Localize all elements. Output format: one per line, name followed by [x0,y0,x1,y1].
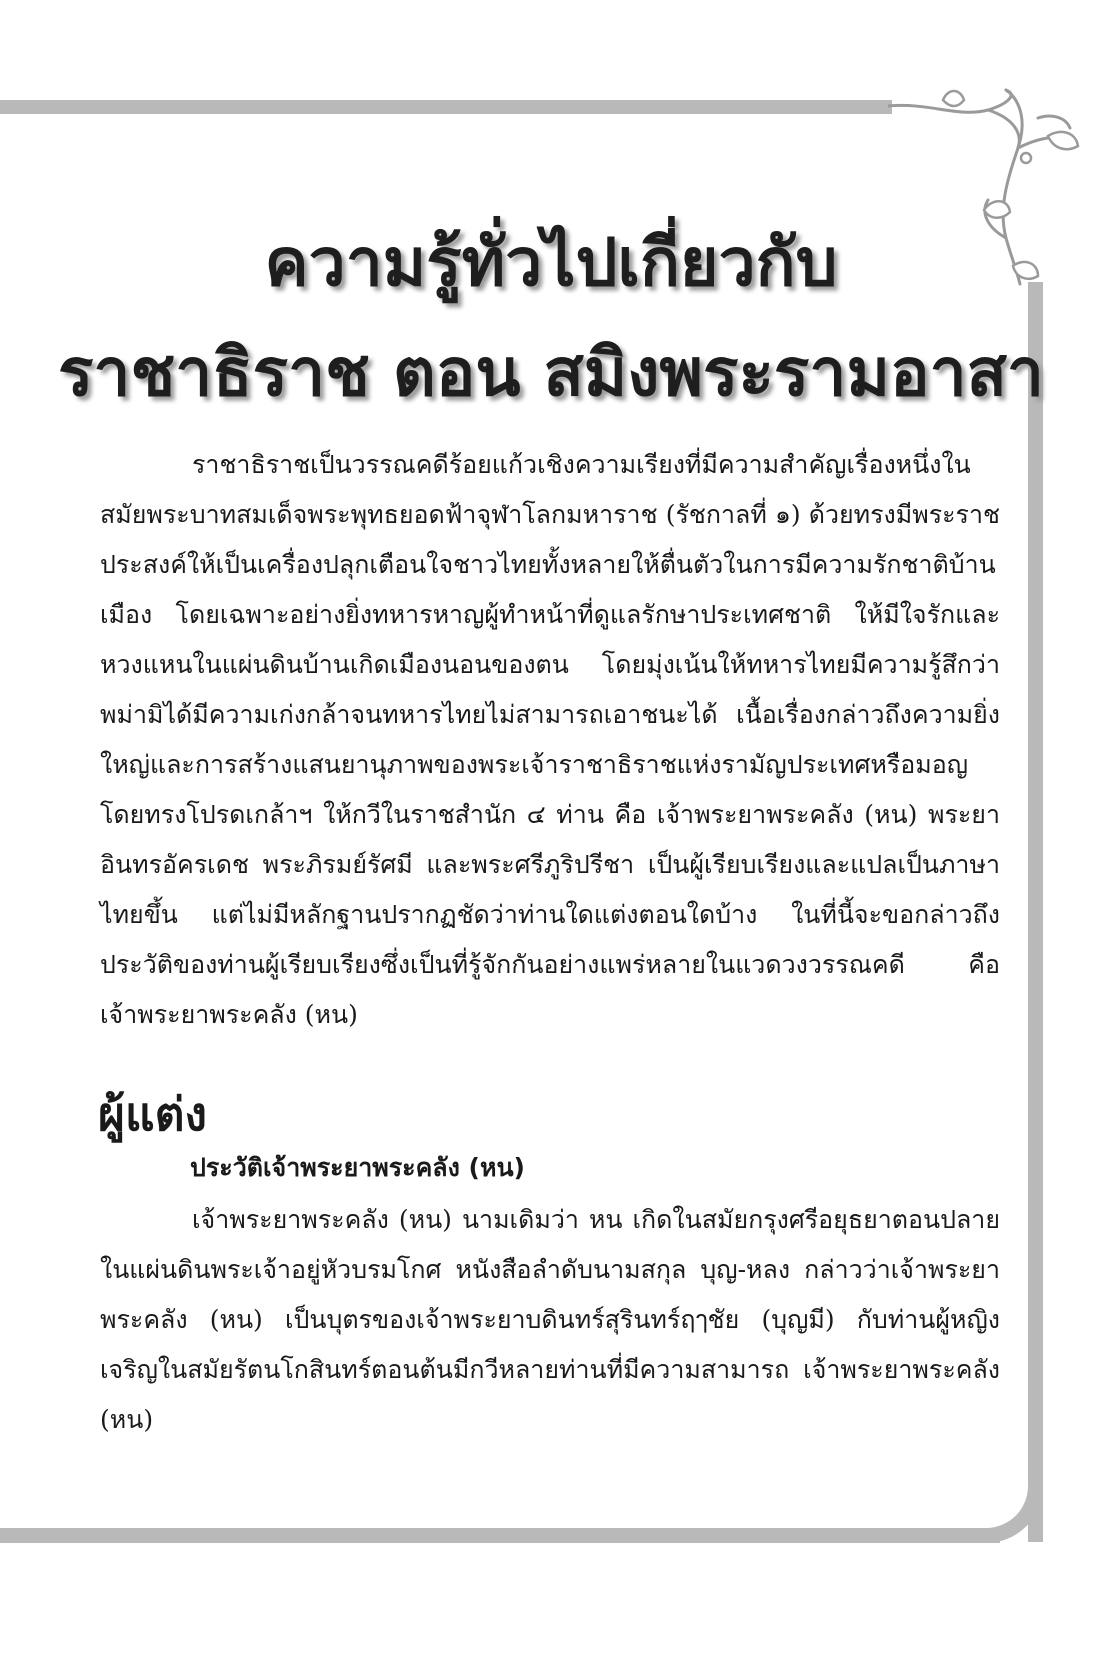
page-frame-right [1028,282,1043,1542]
page-title-line2: ราชาธิราช ตอน สมิงพระรามอาสา [57,334,1044,411]
bio-section [100,1195,1000,1445]
page-title-line1: ความรู้ทั่วไปเกี่ยวกับ [264,224,838,301]
bio-paragraph: เจ้าพระยาพระคลัง (หน) นามเดิมว่า หน เกิดในสมัยกรุงศรีอยุธยาตอนปลายในแผ่นดินพระเจ้าอยู่หัวบรมโกศ หนังสือลำดับนามสกุล บุญ-หลง กล่าวว่าเจ้าพระยาพระคลัง (หน) เป็นบุตรของเจ้าพระยาบดินทร์สุรินทร์ฤๅชัย (บุญมี) กับท่านผู้หญิงเจริญในสมัยรัตนโกสินทร์ตอนต้นมีกวีหลายท่านที่มีความสามารถ เจ้าพระยาพระคลัง (หน) [100,1205,1000,1434]
intro-section [100,440,1000,1040]
intro-paragraph: ราชาธิราชเป็นวรรณคดีร้อยแก้วเชิงความเรียงที่มีความสำคัญเรื่องหนึ่งในสมัยพระบาทสมเด็จพระพุทธยอดฟ้าจุฬาโลกมหาราช (รัชกาลที่ ๑) ด้วยทรงมีพระราชประสงค์ให้เป็นเครื่องปลุกเตือนใจชาวไทยทั้งหลายให้ตื่นตัวในการมีความรักชาติบ้านเมือง โดยเฉพาะอย่างยิ่งทหารหาญผู้ทำหน้าที่ดูแลรักษาประเทศชาติ ให้มีใจรักและหวงแหนในแผ่นดินบ้านเกิดเมืองนอนของตน โดยมุ่งเน้นให้ทหารไทยมีความรู้สึกว่าพม่ามิได้มีความเก่งกล้าจนทหารไทยไม่สามารถเอาชนะได้ เนื้อเรื่องกล่าวถึงความยิ่งใหญ่และการสร้างแสนยานุภาพของพระเจ้าราชาธิราชแห่งรามัญประเทศหรือมอญ โดยทรงโปรดเกล้าฯ ให้กวีในราชสำนัก ๔ ท่าน คือ เจ้าพระยาพระคลัง (หน) พระยาอินทรอัครเดช พระภิรมย์รัศมี และพระศรีภูริปรีชา เป็นผู้เรียบเรียงและแปลเป็นภาษาไทยขึ้น แต่ไม่มีหลักฐานปรากฏชัดว่าท่านใดแต่งตอนใดบ้าง ในที่นี้จะขอกล่าวถึงประวัติของท่านผู้เรียบเรียงซึ่งเป็นที่รู้จักกันอย่างแพร่หลายในแวดวงวรรณคดี คือเจ้าพระยาพระคลัง (หน) [100,450,1000,1029]
subheading: ประวัติเจ้าพระยาพระคลัง (หน) [190,1153,525,1182]
page-frame-top [0,100,892,114]
page-frame-bottom [0,1528,1000,1543]
section-heading: ผู้แต่ง [98,1087,207,1141]
